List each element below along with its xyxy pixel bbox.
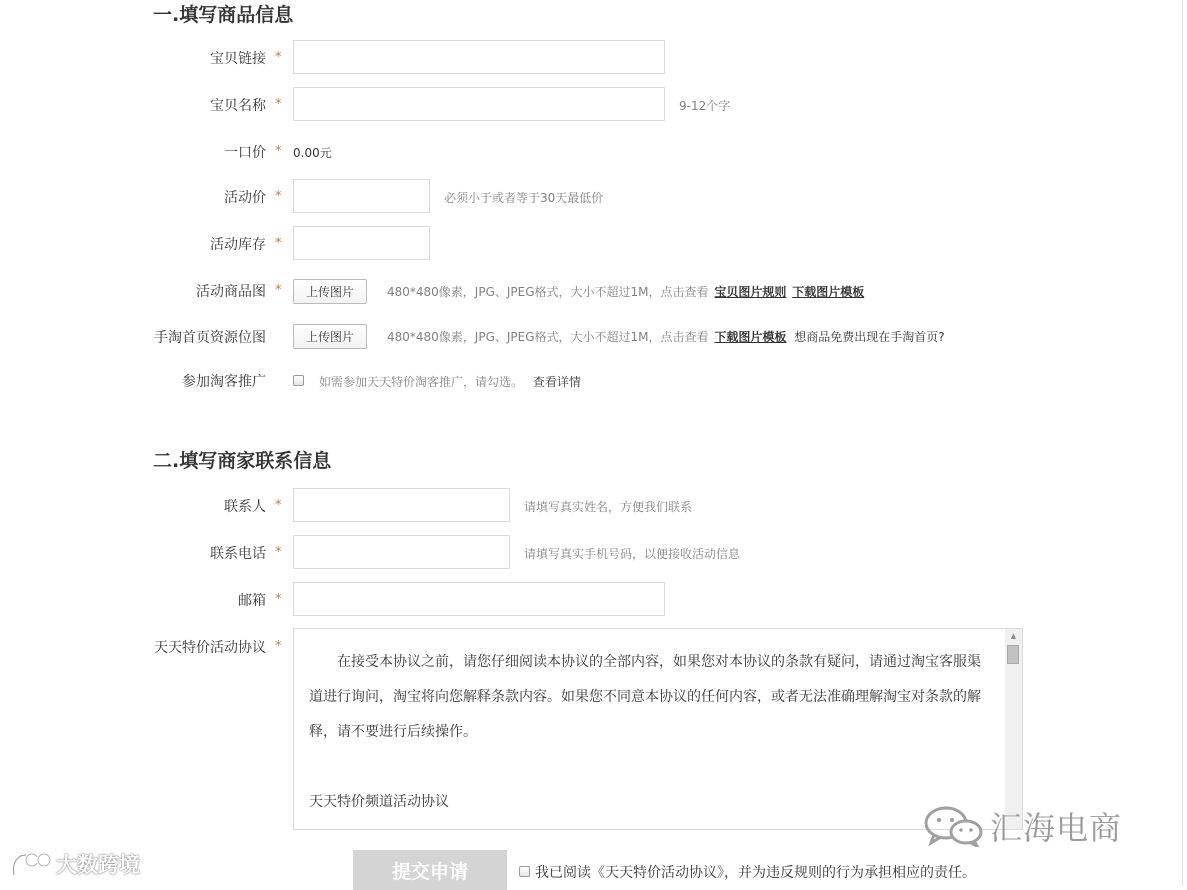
activity-price-input[interactable] (293, 179, 430, 213)
item-name-input[interactable] (293, 87, 665, 121)
product-image-hint (387, 283, 864, 300)
homepage-exposure-link[interactable]: 想商品免费出现在手淘首页? (794, 330, 945, 344)
wechat-logo-icon (922, 805, 984, 847)
label-product-image: 活动商品图 (196, 284, 266, 300)
watermark-left-text: 大数跨境 (56, 853, 140, 877)
resource-image-hint-text: 480*480像素，JPG、JPEG格式，大小不超过1M，点击查看 (387, 330, 709, 344)
item-link-input[interactable] (293, 40, 665, 74)
label-fixed-price: 一口价 (224, 145, 266, 161)
watermark-right-text: 汇海电商 (990, 809, 1123, 847)
taoke-promo-text (319, 373, 581, 390)
item-name-hint: 9-12个字 (679, 99, 731, 113)
download-image-template-link[interactable]: 下载图片模板 (792, 285, 865, 299)
agreement-line: 在接受本协议之前，请您仔细阅读本协议的全部内容，如果您对本协议的条款有疑问，请通过淘宝客服渠 (337, 654, 981, 670)
required-mark: * (275, 498, 282, 513)
agree-checkbox[interactable] (519, 866, 530, 877)
required-mark: * (275, 283, 282, 298)
download-image-template-link[interactable]: 下载图片模板 (714, 330, 787, 344)
resource-image-hint (387, 328, 945, 345)
upload-product-image-button[interactable]: 上传图片 (293, 279, 367, 304)
watermark-left (10, 848, 140, 880)
label-resource-image: 手淘首页资源位图 (154, 330, 266, 346)
label-activity-price: 活动价 (224, 190, 266, 206)
brand-logo-icon (10, 849, 52, 879)
section-title-product-info: 一.填写商品信息 (153, 4, 294, 26)
page-right-border (1182, 0, 1183, 886)
taoke-promo-description: 如需参加天天特价淘客推广，请勾选。 (319, 375, 524, 389)
required-mark: * (275, 97, 282, 112)
required-mark: * (275, 236, 282, 251)
agreement-textarea[interactable] (293, 628, 1023, 830)
agreement-doc-title: 天天特价频道活动协议 (309, 794, 449, 810)
required-mark: * (275, 189, 282, 204)
phone-input[interactable] (293, 535, 510, 569)
label-activity-stock: 活动库存 (210, 237, 266, 253)
contact-input[interactable] (293, 488, 510, 522)
label-email: 邮箱 (238, 593, 266, 609)
activity-stock-input[interactable] (293, 226, 430, 260)
item-image-rules-link[interactable]: 宝贝图片规则 (714, 285, 787, 299)
required-mark: * (275, 639, 282, 654)
agreement-content (309, 645, 989, 820)
contact-hint: 请填写真实姓名，方便我们联系 (524, 500, 693, 514)
agree-text: 我已阅读《天天特价活动协议》，并为违反规则的行为承担相应的责任。 (535, 865, 976, 881)
taoke-promo-checkbox[interactable] (293, 375, 304, 386)
activity-price-hint: 必须小于或者等于30天最低价 (444, 191, 604, 205)
section-title-contact-info: 二.填写商家联系信息 (153, 450, 332, 472)
scroll-thumb[interactable] (1007, 645, 1019, 664)
label-item-name: 宝贝名称 (210, 98, 266, 114)
fixed-price-value: 0.00元 (293, 146, 332, 160)
label-agreement: 天天特价活动协议 (154, 640, 266, 656)
required-mark: * (275, 144, 282, 159)
email-input[interactable] (293, 582, 665, 616)
scroll-up-icon[interactable]: ▲ (1010, 632, 1017, 640)
submit-application-button[interactable]: 提交申请 (353, 850, 507, 890)
view-details-link[interactable]: 查看详情 (532, 375, 581, 389)
agreement-line: 释，请不要进行后续操作。 (309, 724, 477, 740)
label-item-link: 宝贝链接 (210, 51, 266, 67)
required-mark: * (275, 592, 282, 607)
label-contact: 联系人 (224, 499, 266, 515)
product-image-hint-text: 480*480像素，JPG、JPEG格式，大小不超过1M，点击查看 (387, 285, 709, 299)
required-mark: * (275, 545, 282, 560)
label-taoke-promo: 参加淘客推广 (182, 374, 266, 390)
label-phone: 联系电话 (210, 546, 266, 562)
agreement-scrollbar[interactable] (1005, 629, 1022, 829)
watermark-right (922, 803, 1122, 849)
upload-resource-image-button[interactable]: 上传图片 (293, 324, 367, 349)
required-mark: * (275, 50, 282, 65)
agreement-line: 道进行询问，淘宝将向您解释条款内容。如果您不同意本协议的任何内容，或者无法准确理解淘宝对条款的解 (309, 689, 981, 705)
phone-hint: 请填写真实手机号码，以便接收活动信息 (524, 547, 741, 561)
